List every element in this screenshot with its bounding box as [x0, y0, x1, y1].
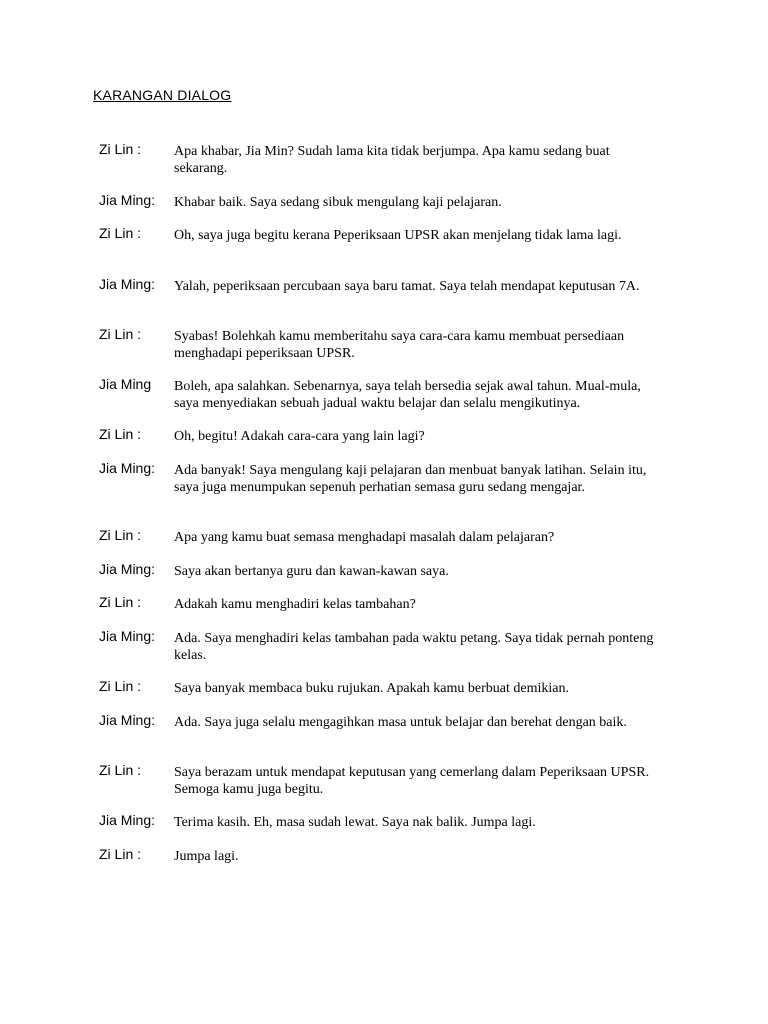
speaker-label: Zi Lin :: [99, 225, 142, 241]
dialogue-line: Adakah kamu menghadiri kelas tambahan?: [174, 597, 416, 612]
speaker-label: Jia Ming:: [99, 460, 156, 476]
speaker-label: Jia Ming:: [99, 192, 156, 208]
dialogue-line: Saya akan bertanya guru dan kawan-kawan saya.: [174, 564, 449, 579]
dialogue-line: Ada. Saya menghadiri kelas tambahan pada waktu petang. Saya tidak pernah ponteng kelas.: [174, 631, 654, 663]
speaker-label: Jia Ming: [99, 376, 152, 392]
dialogue-line: Yalah, peperiksaan percubaan saya baru tamat. Saya telah mendapat keputusan 7A.: [174, 279, 640, 294]
dialogue-line: Ada banyak! Saya mengulang kaji pelajaran dan menbuat banyak latihan. Selain itu, saya juga menumpukan sepenuh perhatian semasa guru sedang mengajar.: [174, 463, 647, 495]
document-title: KARANGAN DIALOG: [93, 87, 232, 103]
speaker-label: Zi Lin :: [99, 141, 142, 157]
dialogue-line: Syabas! Bolehkah kamu memberitahu saya cara-cara kamu membuat persediaan menghadapi peperiksaan UPSR.: [174, 329, 625, 361]
speaker-label: Jia Ming:: [99, 628, 156, 644]
speaker-label: Jia Ming:: [99, 561, 156, 577]
dialogue-line: Apa khabar, Jia Min? Sudah lama kita tidak berjumpa. Apa kamu sedang buat sekarang.: [174, 144, 610, 176]
speaker-label: Jia Ming:: [99, 812, 156, 828]
dialogue-line: Oh, saya juga begitu kerana Peperiksaan UPSR akan menjelang tidak lama lagi.: [174, 228, 622, 243]
dialogue-line: Khabar baik. Saya sedang sibuk mengulang kaji pelajaran.: [174, 195, 502, 210]
speaker-label: Zi Lin :: [99, 762, 142, 778]
dialogue-line: Saya berazam untuk mendapat keputusan yang cemerlang dalam Peperiksaan UPSR. Semoga kamu juga begitu.: [174, 765, 650, 797]
dialogue-line: Ada. Saya juga selalu mengagihkan masa untuk belajar dan berehat dengan baik.: [174, 715, 627, 730]
speaker-label: Zi Lin :: [99, 678, 142, 694]
dialogue-line: Boleh, apa salahkan. Sebenarnya, saya telah bersedia sejak awal tahun. Mual-mula, saya menyediakan sebuah jadual waktu belajar dan selalu mengikutinya.: [174, 379, 641, 411]
dialogue-line: Saya banyak membaca buku rujukan. Apakah kamu berbuat demikian.: [174, 681, 569, 696]
dialogue-line: Apa yang kamu buat semasa menghadapi masalah dalam pelajaran?: [174, 530, 555, 545]
speaker-label: Zi Lin :: [99, 326, 142, 342]
speaker-label: Zi Lin :: [99, 594, 142, 610]
dialogue-line: Terima kasih. Eh, masa sudah lewat. Saya nak balik. Jumpa lagi.: [174, 815, 536, 830]
speaker-label: Zi Lin :: [99, 527, 142, 543]
dialogue-line: Oh, begitu! Adakah cara-cara yang lain lagi?: [174, 429, 425, 444]
speaker-label: Jia Ming:: [99, 712, 156, 728]
speaker-label: Jia Ming:: [99, 276, 156, 292]
speaker-label: Zi Lin :: [99, 426, 142, 442]
dialogue-line: Jumpa lagi.: [174, 849, 239, 864]
speaker-label: Zi Lin :: [99, 846, 142, 862]
